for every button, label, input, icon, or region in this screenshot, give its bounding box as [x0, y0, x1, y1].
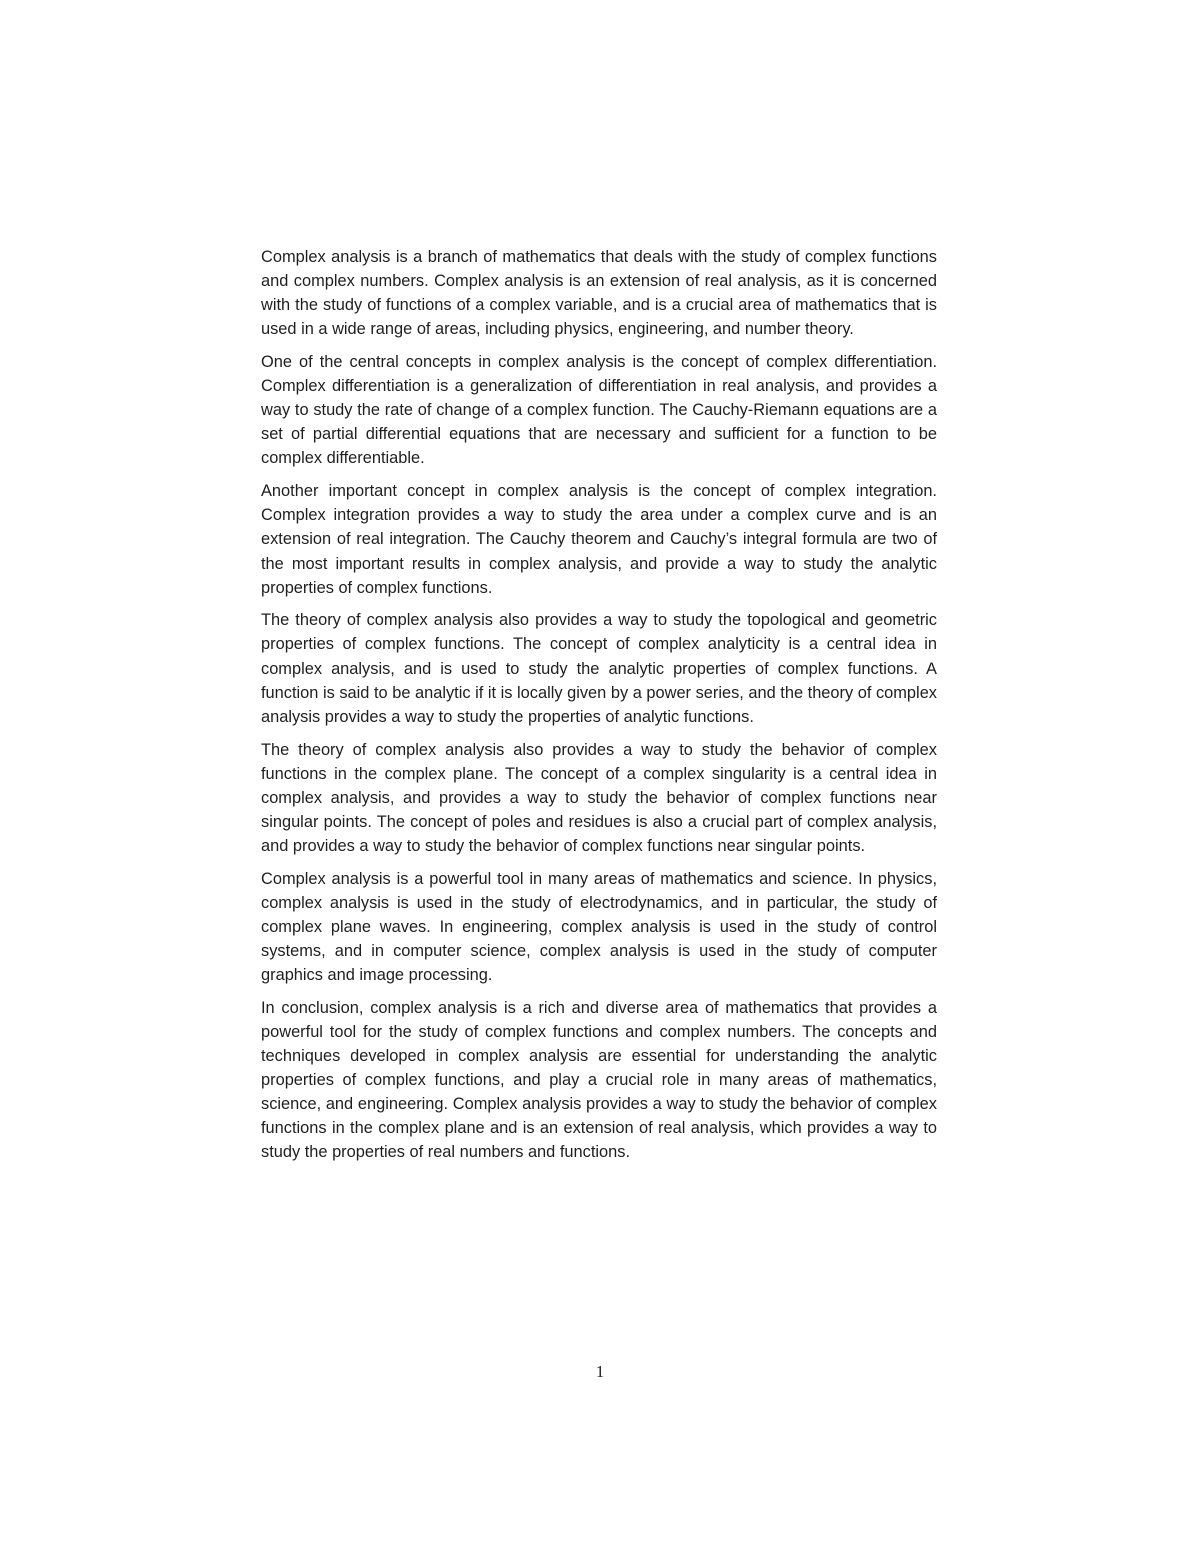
page-number: 1 [595, 1362, 605, 1381]
paragraph: Another important concept in complex analysis is the concept of complex integration. Complex integration provides a way to study the area under a complex curve and is an extension of real integration. The Cauchy theorem and Cauchy’s integral formula are two of the most important results in complex analysis, and provide a way to study the analytic properties of complex functions. [261, 482, 937, 597]
paragraph: Complex analysis is a powerful tool in many areas of mathematics and science. In physics, complex analysis is used in the study of electrodynamics, and in particular, the study of complex plane waves. In engineering, complex analysis is used in the study of control systems, and in computer science, complex analysis is used in the study of computer graphics and image processing. [261, 869, 937, 985]
paragraph: One of the central concepts in complex analysis is the concept of complex differentiation. Complex differentiation is a generalization of differentiation in real analysis, and provides a way to study the rate of change of a complex function. The Cauchy-Riemann equations are a set of partial differential equations that are necessary and sufficient for a function to be complex differentiable. [261, 353, 937, 468]
paragraph: The theory of complex analysis also provides a way to study the behavior of complex functions in the complex plane. The concept of a complex singularity is a central idea in complex analysis, and provides a way to study the behavior of complex functions near singular points. The concept of poles and residues is also a crucial part of complex analysis, and provides a way to study the behavior of complex functions near singular points. [261, 740, 937, 855]
paragraph: Complex analysis is a branch of mathematics that deals with the study of complex functions and complex numbers. Complex analysis is an extension of real analysis, as it is concerned with the study of functions of a complex variable, and is a crucial area of mathematics that is used in a wide range of areas, including physics, engineering, and number theory. [261, 248, 937, 339]
paragraph: In conclusion, complex analysis is a rich and diverse area of mathematics that provides a powerful tool for the study of complex functions and complex numbers. The concepts and techniques developed in complex analysis are essential for understanding the analytic properties of complex functions, and play a crucial role in many areas of mathematics, science, and engineering. Complex analysis provides a way to study the behavior of complex functions in the complex plane and is an extension of real analysis, which provides a way to study the properties of real numbers and functions. [261, 998, 937, 1162]
body-text [261, 245, 937, 1173]
paragraph: The theory of complex analysis also provides a way to study the topological and geometric properties of complex functions. The concept of complex analyticity is a central idea in complex analysis, and is used to study the analytic properties of complex functions. A function is said to be analytic if it is locally given by a power series, and the theory of complex analysis provides a way to study the properties of analytic functions. [261, 611, 938, 726]
